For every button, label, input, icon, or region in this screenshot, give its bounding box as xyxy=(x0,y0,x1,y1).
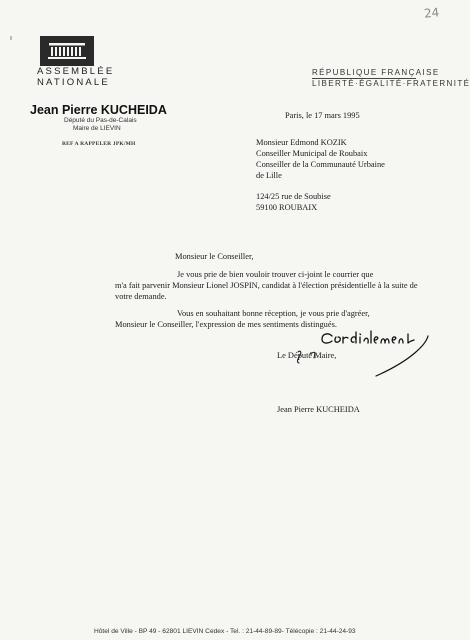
signatory-name: Jean Pierre KUCHEIDA xyxy=(277,405,360,414)
recipient-address-line: 124/25 rue de Soubise xyxy=(256,192,331,201)
republic-motto: LIBERTÉ·ÉGALITÉ·FRATERNITÉ xyxy=(312,79,470,88)
paragraph2-line: Vous en souhaitant bonne réception, je vous prie d'agréer, xyxy=(177,309,370,318)
scan-mark xyxy=(10,36,12,40)
assembly-name-line2: NATIONALE xyxy=(37,77,110,88)
salutation: Monsieur le Conseiller, xyxy=(175,252,254,261)
deputy-role: Maire de LIEVIN xyxy=(73,125,121,132)
assemblee-nationale-logo-icon xyxy=(40,36,94,66)
recipient-address-line: 59100 ROUBAIX xyxy=(256,203,318,212)
deputy-name: Jean Pierre KUCHEIDA xyxy=(30,103,167,117)
recipient-line: Conseiller de la Communauté Urbaine xyxy=(256,160,385,169)
paragraph1-line: Je vous prie de bien vouloir trouver ci-joint le courrier que xyxy=(177,270,374,279)
place-date: Paris, le 17 mars 1995 xyxy=(285,111,360,120)
reference-line: REF A RAPPELER JPK/MH xyxy=(62,141,136,147)
republic-name: RÉPUBLIQUE FRANÇAISE xyxy=(312,68,440,77)
footer-address: Hôtel de Ville - BP 49 - 62801 LIEVIN Cedex - Tel. : 21-44-89-89- Télécopie : 21-44-24-93 xyxy=(94,628,356,635)
paragraph1-line: votre demande. xyxy=(115,292,167,301)
recipient-line: Monsieur Edmond KOZIK xyxy=(256,138,347,147)
recipient-line: Conseiller Municipal de Roubaix xyxy=(256,149,368,158)
page-number: 24 xyxy=(423,5,440,21)
assembly-name-line1: ASSEMBLÉE xyxy=(37,66,115,77)
recipient-line: de Lille xyxy=(256,171,282,180)
paragraph1-line: m'a fait parvenir Monsieur Lionel JOSPIN, candidat à l'élection présidentielle à la suite de xyxy=(115,281,418,290)
paragraph2-line: Monsieur le Conseiller, l'expression de mes sentiments distingués. xyxy=(115,320,337,329)
sign-label: Le Député Maire, xyxy=(277,351,337,360)
deputy-title: Député du Pas-de-Calais xyxy=(64,117,137,124)
